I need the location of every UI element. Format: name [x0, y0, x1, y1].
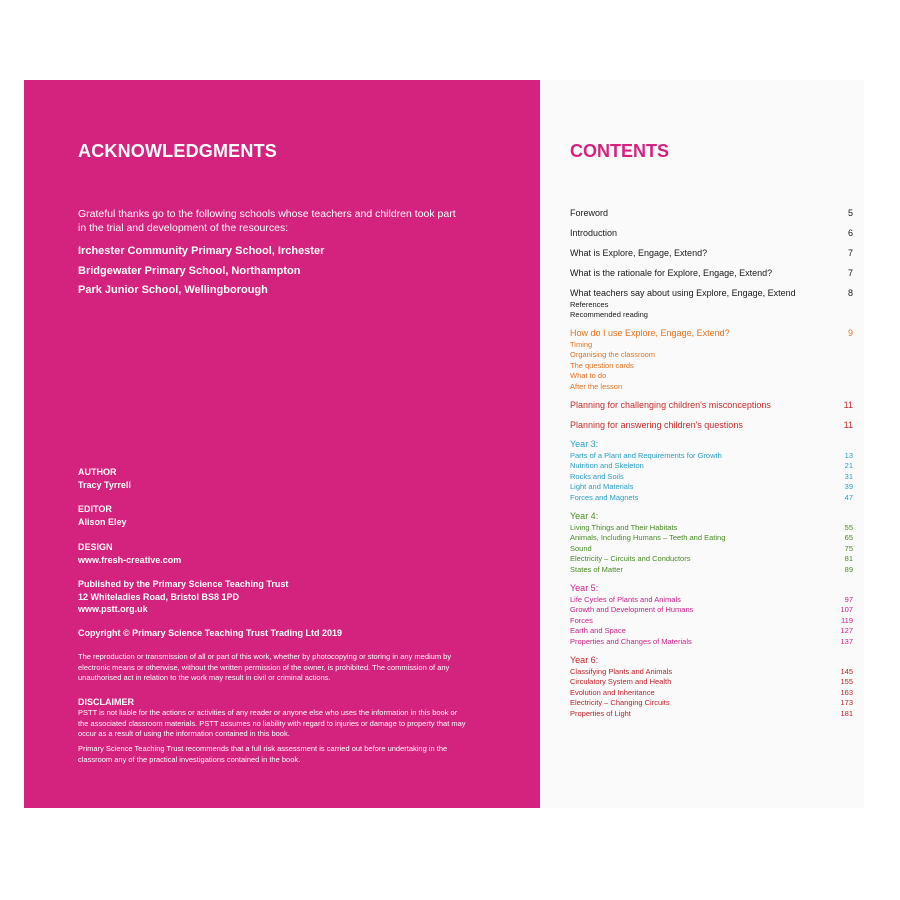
toc-page: 31	[844, 471, 853, 481]
editor-name: Alison Eley	[78, 516, 127, 527]
toc-entry	[570, 482, 853, 492]
toc-page: 5	[847, 208, 853, 218]
contents-page	[540, 80, 864, 808]
toc-howto	[570, 328, 853, 392]
design-label: DESIGN	[78, 542, 113, 552]
toc-page: 89	[844, 564, 853, 574]
author-name: Tracy Tyrrell	[78, 479, 131, 490]
toc-page: 145	[840, 667, 853, 676]
toc-page: 75	[844, 543, 853, 553]
acknowledgments-title: ACKNOWLEDGMENTS	[78, 141, 277, 161]
toc-label: Properties of Light	[570, 708, 631, 718]
school-item: Park Junior School, Wellingborough	[78, 284, 268, 296]
toc-entry	[570, 595, 853, 605]
year-heading: Year 6:	[570, 655, 599, 665]
toc-page: 47	[844, 492, 853, 502]
toc-label: How do I use Explore, Engage, Extend?	[570, 328, 730, 338]
publisher-name: Published by the Primary Science Teaching Trust	[78, 579, 289, 589]
toc-label: Light and Materials	[570, 482, 634, 492]
disclaimer-text: PSTT is not liable for the actions or activities of any reader or anyone else who uses the information in this book or the associated classroom materials. PSTT assumes no liability with regard to injuries or damage to property that may occur as a result of using the information contained in this book.	[78, 708, 466, 738]
toc-label: Rocks and Soils	[570, 471, 624, 481]
toc-label: What is the rationale for Explore, Engage, Extend?	[570, 268, 773, 278]
toc-entry	[570, 493, 853, 503]
toc-page: 11	[843, 420, 853, 430]
toc-label: Introduction	[570, 228, 618, 238]
toc-entry	[570, 328, 853, 340]
toc-subentry: Recommended reading	[570, 310, 648, 320]
toc-page: 55	[844, 523, 853, 532]
toc-page: 9	[847, 328, 853, 338]
year-heading: Year 4:	[570, 511, 599, 521]
toc-label: Animals, Including Humans – Teeth and Eating	[570, 533, 726, 543]
risk-text: Primary Science Teaching Trust recommends that a full risk assessment is carried out before undertaking in the classroom any of the practical investigations contained in the book.	[78, 744, 448, 764]
toc-entry	[570, 667, 853, 677]
toc-entry	[570, 616, 853, 626]
author-block	[78, 466, 131, 491]
toc-page: 97	[844, 595, 853, 604]
toc-entry	[570, 544, 853, 554]
toc-label: Classifying Plants and Animals	[570, 667, 673, 676]
toc-page: 119	[841, 615, 853, 625]
toc-year5	[570, 583, 853, 647]
toc-entry	[570, 420, 853, 440]
toc-entry	[570, 709, 853, 719]
toc-label: States of Matter	[570, 564, 623, 574]
toc-label: Properties and Changes of Materials	[570, 636, 692, 646]
toc-label: Parts of a Plant and Requirements for Growth	[570, 451, 722, 460]
toc-entry	[570, 288, 853, 300]
toc-year3	[570, 439, 853, 503]
editor-label: EDITOR	[78, 504, 112, 514]
toc-entry	[570, 248, 853, 268]
toc-label: Growth and Development of Humans	[570, 605, 694, 615]
toc-label: Electricity – Circuits and Conductors	[570, 554, 691, 564]
toc-label: Earth and Space	[570, 626, 626, 636]
toc-entry	[570, 472, 853, 482]
toc-entry	[570, 208, 853, 228]
toc-page: 7	[847, 248, 853, 258]
publisher-block	[78, 578, 288, 616]
toc-label: Foreword	[570, 208, 609, 218]
toc-entry	[570, 461, 853, 471]
toc-entry	[570, 523, 853, 533]
toc-entry	[570, 400, 853, 420]
toc-page: 163	[840, 687, 853, 697]
toc-label: Living Things and Their Habitats	[570, 523, 678, 532]
toc-page: 107	[840, 605, 853, 615]
author-label: AUTHOR	[78, 467, 117, 477]
toc-entry	[570, 533, 853, 543]
toc-page: 65	[844, 533, 853, 543]
year-heading: Year 5:	[570, 583, 599, 593]
school-item: Irchester Community Primary School, Irchester	[78, 245, 325, 257]
toc-label: Forces and Magnets	[570, 492, 639, 502]
toc-label: What is Explore, Engage, Extend?	[570, 248, 708, 258]
toc-entry	[570, 677, 853, 687]
toc-label: Evolution and Inheritance	[570, 687, 655, 697]
toc-intro	[570, 208, 853, 321]
toc-year6	[570, 655, 853, 719]
design-block	[78, 541, 181, 566]
toc-subentry: What to do	[570, 371, 607, 381]
toc-year4	[570, 511, 853, 575]
toc-label: Circulatory System and Health	[570, 677, 672, 687]
year-heading: Year 3:	[570, 439, 599, 449]
toc-page: 11	[843, 400, 853, 410]
toc-label: What teachers say about using Explore, Engage, Extend	[570, 288, 796, 298]
toc-page: 39	[844, 482, 853, 492]
publisher-address: 12 Whiteladies Road, Bristol BS8 1PD	[78, 591, 240, 602]
contents-title: CONTENTS	[570, 141, 669, 161]
toc-entry	[570, 637, 853, 647]
toc-entry	[570, 698, 853, 708]
reproduction-text: The reproduction or transmission of all or part of this work, whether by photocopying or storing in any medium by electronic means or otherwise, without the written permission of the owner, is prohibited. The commission of any unauthorised act in relation to the work may result in civil or criminal actions.	[78, 652, 452, 682]
toc-planning	[570, 400, 853, 440]
toc-entry	[570, 554, 853, 564]
school-item: Bridgewater Primary School, Northampton	[78, 264, 301, 277]
toc-page: 6	[847, 228, 853, 238]
design-url: www.fresh-creative.com	[78, 554, 182, 565]
editor-block	[78, 503, 127, 528]
publisher-url: www.pstt.org.uk	[78, 604, 148, 614]
toc-page: 21	[844, 461, 853, 471]
toc-subentry: Organising the classroom	[570, 350, 656, 360]
acknowledgments-page	[24, 80, 540, 808]
toc-label: Planning for answering children's questions	[570, 420, 743, 430]
toc-label: Life Cycles of Plants and Animals	[570, 595, 681, 604]
toc-page: 173	[840, 698, 853, 708]
toc-page: 181	[840, 708, 853, 718]
toc-entry	[570, 228, 853, 248]
toc-page: 7	[847, 268, 853, 278]
toc-entry	[570, 688, 853, 698]
schools-list	[78, 245, 324, 304]
toc-page: 127	[840, 626, 853, 636]
toc-page: 13	[844, 451, 853, 460]
toc-subentry: The question cards	[570, 360, 634, 370]
toc-page: 137	[840, 636, 853, 646]
toc-subentry: After the lesson	[570, 381, 623, 391]
toc-entry	[570, 268, 853, 288]
toc-entry	[570, 626, 853, 636]
toc-label: Electricity – Changing Circuits	[570, 698, 670, 708]
thanks-text: Grateful thanks go to the following schools whose teachers and children took part in the trial and development of the resources:	[78, 208, 456, 234]
toc-entry	[570, 451, 853, 461]
toc-page: 155	[840, 677, 853, 687]
toc-subentry: Timing	[570, 340, 593, 349]
toc-subentry: References	[570, 300, 609, 309]
toc-entry	[570, 565, 853, 575]
toc-entry	[570, 605, 853, 615]
toc-label: Forces	[570, 615, 593, 625]
toc-label: Sound	[570, 543, 592, 553]
toc-label: Planning for challenging children's misconceptions	[570, 400, 771, 410]
toc-page: 8	[847, 288, 853, 298]
toc-page: 81	[844, 554, 853, 564]
toc-label: Nutrition and Skeleton	[570, 461, 644, 471]
copyright-text: Copyright © Primary Science Teaching Trust Trading Ltd 2019	[78, 628, 343, 638]
disclaimer-label: DISCLAIMER	[78, 697, 134, 707]
